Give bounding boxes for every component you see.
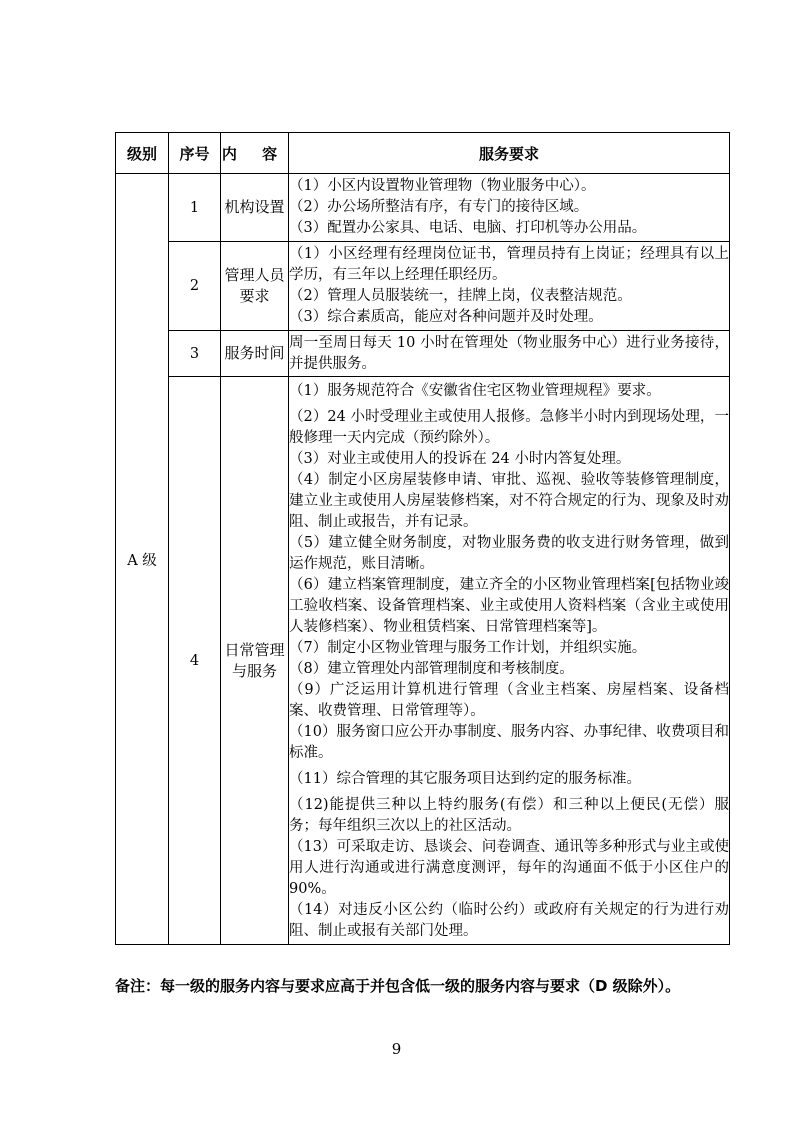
header-row xyxy=(116,133,730,174)
requirement-item: （6）建立档案管理制度，建立齐全的小区物业管理档案[包括物业竣工验收档案、设备管理档案、业主或使用人资料档案（含业主或使用人装修档案）、物业租赁档案、日常管理档案等]。 xyxy=(289,577,729,635)
table-row xyxy=(116,242,730,331)
header-requirement: 服务要求 xyxy=(289,133,730,174)
table-row xyxy=(116,331,730,377)
content-cell: 机构设置 xyxy=(221,174,289,242)
requirement-item: （1）小区经理有经理岗位证书，管理员持有上岗证；经理具有以上学历，有三年以上经理任职经历。 xyxy=(289,246,729,283)
seq-cell: 3 xyxy=(169,331,221,377)
service-standard-table xyxy=(115,132,730,945)
requirement-item: （3）配置办公家具、电话、电脑、打印机等办公用品。 xyxy=(289,220,647,236)
requirement-item: （11）综合管理的其它服务项目达到约定的服务标准。 xyxy=(289,771,641,787)
requirement-item: （4）制定小区房屋装修申请、审批、巡视、验收等装修管理制度，建立业主或使用人房屋装修档案，对不符合规定的行为、现象及时劝阻、制止或报告，并有记录。 xyxy=(289,472,729,530)
requirement-item: （3）对业主或使用人的投诉在 24 小时内答复处理。 xyxy=(289,451,631,467)
requirement-cell xyxy=(289,331,730,377)
requirement-cell xyxy=(289,242,730,331)
requirement-item: （3）综合素质高，能应对各种问题并及时处理。 xyxy=(289,309,603,325)
requirement-item: （12)能提供三种以上特约服务(有偿）和三种以上便民(无偿）服务；每年组织三次以上的社区活动。 xyxy=(289,797,729,834)
requirement-cell xyxy=(289,174,730,242)
seq-cell: 4 xyxy=(169,377,221,945)
requirement-item: （13）可采取走访、恳谈会、问卷调查、通讯等多种形式与业主或使用人进行沟通或进行满意度测评，每年的沟通面不低于小区住户的 90%。 xyxy=(289,839,729,897)
seq-cell: 1 xyxy=(169,174,221,242)
requirement-item: （7）制定小区物业管理与服务工作计划，并组织实施。 xyxy=(289,640,647,656)
header-content: 内 容 xyxy=(221,133,289,174)
requirement-cell xyxy=(289,377,730,945)
requirement-item: （8）建立管理处内部管理制度和考核制度。 xyxy=(289,661,574,677)
header-level: 级别 xyxy=(116,133,169,174)
content-cell: 服务时间 xyxy=(221,331,289,377)
table-row xyxy=(116,174,730,242)
header-seq: 序号 xyxy=(169,133,221,174)
requirement-item: （10）服务窗口应公开办事制度、服务内容、办事纪律、收费项目和标准。 xyxy=(289,724,729,761)
content-cell: 管理人员要求 xyxy=(221,242,289,331)
requirement-item: （1）小区内设置物业管理物（物业服务中心）。 xyxy=(289,178,596,194)
seq-cell: 2 xyxy=(169,242,221,331)
level-cell: A 级 xyxy=(116,174,169,945)
requirement-item: （2）24 小时受理业主或使用人报修。急修半小时内到现场处理，一般修理一天内完成（预约除外）。 xyxy=(289,409,729,446)
requirement-item: （2）办公场所整洁有序，有专门的接待区域。 xyxy=(289,199,589,215)
requirement-item: （9）广泛运用计算机进行管理（含业主档案、房屋档案、设备档案、收费管理、日常管理等）。 xyxy=(289,682,729,719)
table-row xyxy=(116,377,730,945)
requirement-item: （5）建立健全财务制度，对物业服务费的收支进行财务管理，做到运作规范，账目清晰。 xyxy=(289,535,729,572)
requirement-item: （1）服务规范符合《安徽省住宅区物业管理规程》要求。 xyxy=(289,383,661,399)
requirement-item: 周一至周日每天 10 小时在管理处（物业服务中心）进行业务接待，并提供服务。 xyxy=(289,334,729,372)
requirement-item: （2）管理人员服装统一，挂牌上岗，仪表整洁规范。 xyxy=(289,288,632,304)
content-cell: 日常管理与服务 xyxy=(221,377,289,945)
page-number: 9 xyxy=(391,1040,402,1058)
table-note: 备注：每一级的服务内容与要求应高于并包含低一级的服务内容与要求（D 级除外）。 xyxy=(115,977,681,995)
requirement-item: （14）对违反小区公约（临时公约）或政府有关规定的行为进行劝阻、制止或报有关部门处理。 xyxy=(289,902,729,939)
